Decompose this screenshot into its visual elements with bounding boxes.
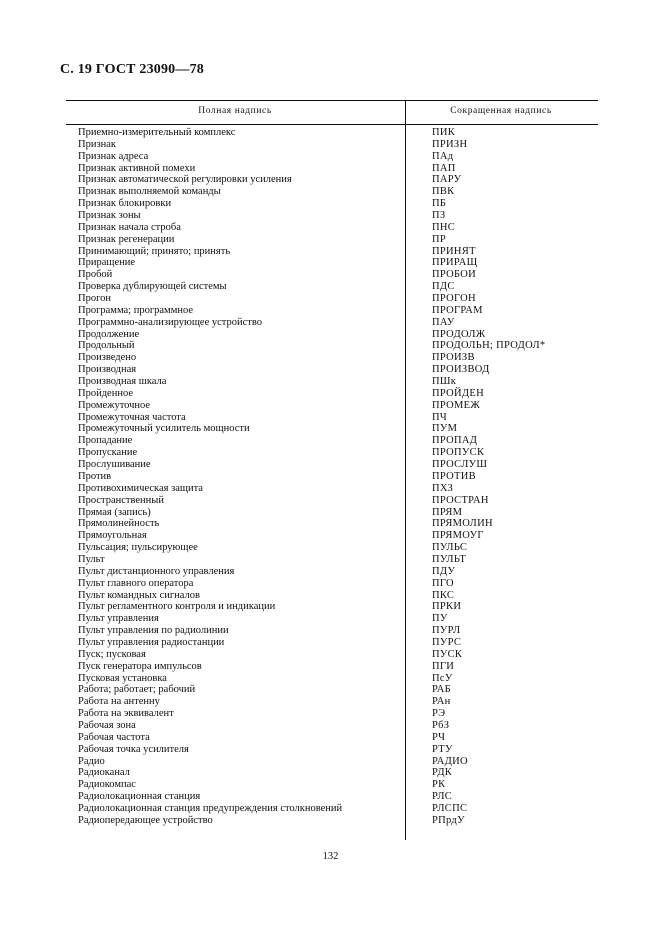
- table-row: [66, 257, 598, 269]
- table-row: [66, 186, 598, 198]
- table-row: [66, 317, 598, 329]
- table-row: [66, 637, 598, 649]
- short-inscription: РАн: [432, 696, 451, 708]
- table-row: [66, 566, 598, 578]
- short-inscription: РЛСПС: [432, 802, 468, 814]
- table-row: [66, 210, 598, 222]
- short-inscription: ПШк: [432, 376, 457, 388]
- full-inscription: Промежуточный усилитель мощности: [78, 423, 250, 435]
- table-row: [66, 364, 598, 376]
- short-inscription: ПРИЗН: [432, 138, 468, 150]
- table-row: [66, 423, 598, 435]
- full-inscription: Пульт управления радиостанции: [78, 636, 225, 648]
- table-row: [66, 613, 598, 625]
- full-inscription: Пульсация; пульсирующее: [78, 542, 198, 554]
- table-row: [66, 163, 598, 175]
- short-inscription: ПИК: [432, 127, 456, 138]
- short-inscription: ПРОГРАМ: [432, 304, 483, 316]
- table-row: [66, 625, 598, 637]
- full-inscription: Радиоканал: [78, 767, 130, 779]
- table-row: [66, 507, 598, 519]
- table-row: [66, 388, 598, 400]
- full-inscription: Прямая (запись): [78, 506, 151, 518]
- table-row: [66, 174, 598, 186]
- short-inscription: ПРОТИВ: [432, 470, 476, 482]
- table-row: [66, 352, 598, 364]
- table-row: [66, 127, 598, 139]
- short-inscription: ПРОИЗВ: [432, 352, 475, 364]
- short-inscription: ПРОБОИ: [432, 269, 477, 281]
- table-row: [66, 198, 598, 210]
- full-inscription: Признак автоматической регулировки усиления: [78, 174, 292, 186]
- full-inscription: Программа; программное: [78, 304, 194, 316]
- table-row: [66, 684, 598, 696]
- short-inscription: ПКС: [432, 589, 455, 601]
- full-inscription: Промежуточное: [78, 399, 151, 411]
- full-inscription: Признак начала строба: [78, 221, 181, 233]
- table-row: [66, 340, 598, 352]
- full-inscription: Радио: [78, 755, 105, 767]
- short-inscription: ПРИРАЩ: [432, 257, 478, 269]
- short-inscription: РТУ: [432, 743, 453, 755]
- full-inscription: Пробой: [78, 269, 113, 281]
- table-row: [66, 601, 598, 613]
- table-row: [66, 151, 598, 163]
- full-inscription: Признак адреса: [78, 150, 149, 162]
- full-inscription: Пульт управления по радиолинии: [78, 625, 229, 637]
- full-inscription: Продольный: [78, 340, 135, 352]
- full-inscription: Пропускание: [78, 447, 138, 459]
- short-inscription: ПВК: [432, 186, 455, 198]
- full-inscription: Пуск генератора импульсов: [78, 660, 202, 672]
- full-inscription: Прогон: [78, 293, 111, 305]
- full-inscription: Пульт командных сигналов: [78, 589, 200, 601]
- table-row: [66, 376, 598, 388]
- page-number: 132: [322, 851, 339, 862]
- short-inscription: ПРКИ: [432, 601, 462, 613]
- short-inscription: ПРИНЯТ: [432, 245, 476, 257]
- full-inscription: Признак выполняемой команды: [78, 186, 221, 198]
- table-row: [66, 779, 598, 791]
- table-row: [66, 590, 598, 602]
- short-inscription: ПРЯМОЛИН: [432, 518, 493, 530]
- full-inscription: Производная: [78, 364, 137, 376]
- table-row: [66, 518, 598, 530]
- short-inscription: РЛС: [432, 791, 453, 803]
- table-header: [66, 100, 598, 125]
- short-inscription: ПАРУ: [432, 174, 462, 186]
- full-inscription: Пройденное: [78, 387, 133, 399]
- table-row: [66, 459, 598, 471]
- short-inscription: ПУРС: [432, 636, 462, 648]
- short-inscription: ПРОГОН: [432, 293, 476, 305]
- short-inscription: ПХЗ: [432, 482, 454, 494]
- short-inscription: ПРОПУСК: [432, 447, 485, 459]
- table-row: [66, 542, 598, 554]
- short-inscription: ПАд: [432, 150, 454, 162]
- table-row: [66, 708, 598, 720]
- short-inscription: РЭ: [432, 708, 446, 720]
- short-inscription: ПРОДОЛЬН; ПРОДОЛ*: [432, 340, 546, 352]
- full-inscription: Пульт регламентного контроля и индикации: [78, 601, 276, 613]
- full-inscription: Работа на антенну: [78, 696, 160, 708]
- short-inscription: ПДС: [432, 281, 455, 293]
- full-inscription: Пусковая установка: [78, 672, 167, 684]
- short-inscription: ПРЯМОУГ: [432, 530, 484, 542]
- short-inscription: ПРОИЗВОД: [432, 364, 490, 376]
- short-inscription: ПУ: [432, 613, 448, 625]
- full-inscription: Рабочая частота: [78, 731, 150, 743]
- full-inscription: Приращение: [78, 257, 136, 269]
- table-row: [66, 412, 598, 424]
- table-row: [66, 234, 598, 246]
- short-inscription: РбЗ: [432, 719, 450, 731]
- short-inscription: ПДУ: [432, 565, 456, 577]
- short-inscription: ПАУ: [432, 316, 455, 328]
- short-inscription: ПБ: [432, 198, 447, 210]
- short-inscription: РДК: [432, 767, 453, 779]
- short-inscription: ПРОМЕЖ: [432, 399, 481, 411]
- short-inscription: ПАП: [432, 162, 456, 174]
- full-inscription: Приемно-измерительный комплекс: [78, 127, 236, 138]
- full-inscription: Пульт управления: [78, 613, 159, 625]
- short-inscription: ПсУ: [432, 672, 453, 684]
- short-inscription: ПРОСЛУШ: [432, 459, 488, 471]
- full-inscription: Радиопередающее устройство: [78, 814, 213, 826]
- short-inscription: ПУЛЬС: [432, 542, 468, 554]
- short-inscription: ПУСК: [432, 648, 463, 660]
- short-inscription: ПРОСТРАН: [432, 494, 489, 506]
- short-inscription: РЧ: [432, 731, 446, 743]
- full-inscription: Пульт: [78, 553, 105, 565]
- column-header-full: Полная надпись: [198, 106, 272, 116]
- full-inscription: Радиолокационная станция предупреждения столкновений: [78, 802, 343, 814]
- table-row: [66, 744, 598, 756]
- full-inscription: Программно-анализирующее устройство: [78, 316, 262, 328]
- full-inscription: Признак блокировки: [78, 198, 172, 210]
- table-row: [66, 791, 598, 803]
- full-inscription: Промежуточная частота: [78, 411, 186, 423]
- short-inscription: ПРОЙДЕН: [432, 387, 484, 399]
- short-inscription: ПРОДОЛЖ: [432, 328, 486, 340]
- full-inscription: Прямоугольная: [78, 530, 147, 542]
- full-inscription: Продолжение: [78, 328, 140, 340]
- short-inscription: ПНС: [432, 221, 456, 233]
- table-row: [66, 281, 598, 293]
- short-inscription: ПРОПАД: [432, 435, 478, 447]
- full-inscription: Против: [78, 470, 112, 482]
- full-inscription: Пространственный: [78, 494, 164, 506]
- full-inscription: Прямолинейность: [78, 518, 160, 530]
- short-inscription: ПРЯМ: [432, 506, 463, 518]
- table-row: [66, 305, 598, 317]
- table-row: [66, 815, 598, 827]
- short-inscription: РАБ: [432, 684, 452, 696]
- column-header-short: Сокращенная надпись: [450, 106, 552, 116]
- table-row: [66, 483, 598, 495]
- full-inscription: Принимающий; принято; принять: [78, 245, 231, 257]
- full-inscription: Проверка дублирующей системы: [78, 281, 227, 293]
- full-inscription: Пуск; пусковая: [78, 648, 146, 660]
- table-row: [66, 673, 598, 685]
- table-row: [66, 447, 598, 459]
- full-inscription: Пульт дистанционного управления: [78, 565, 235, 577]
- full-inscription: Прослушивание: [78, 459, 151, 471]
- table-row: [66, 661, 598, 673]
- full-inscription: Радиокомпас: [78, 779, 136, 791]
- short-inscription: ПУМ: [432, 423, 458, 435]
- table-row: [66, 767, 598, 779]
- table-row: [66, 756, 598, 768]
- abbreviations-table: [66, 100, 598, 826]
- full-inscription: Признак активной помехи: [78, 162, 196, 174]
- full-inscription: Произведено: [78, 352, 137, 364]
- short-inscription: РК: [432, 779, 446, 791]
- table-row: [66, 435, 598, 447]
- short-inscription: РАДИО: [432, 755, 468, 767]
- full-inscription: Признак: [78, 138, 116, 150]
- table-row: [66, 530, 598, 542]
- short-inscription: РПрдУ: [432, 814, 465, 826]
- table-row: [66, 578, 598, 590]
- table-row: [66, 293, 598, 305]
- table-row: [66, 696, 598, 708]
- table-row: [66, 329, 598, 341]
- table-row: [66, 246, 598, 258]
- short-inscription: ПР: [432, 233, 447, 245]
- full-inscription: Радиолокационная станция: [78, 791, 201, 803]
- full-inscription: Признак регенерации: [78, 233, 175, 245]
- full-inscription: Рабочая зона: [78, 719, 136, 731]
- full-inscription: Пропадание: [78, 435, 133, 447]
- full-inscription: Противохимическая защита: [78, 482, 203, 494]
- table-row: [66, 803, 598, 815]
- table-row: [66, 649, 598, 661]
- table-row: [66, 139, 598, 151]
- short-inscription: ПУЛЬТ: [432, 553, 467, 565]
- short-inscription: ПГО: [432, 577, 454, 589]
- short-inscription: ПЧ: [432, 411, 448, 423]
- table-row: [66, 269, 598, 281]
- table-row: [66, 732, 598, 744]
- page-header-title: С. 19 ГОСТ 23090—78: [60, 62, 204, 77]
- table-row: [66, 471, 598, 483]
- table-row: [66, 400, 598, 412]
- table-body: [66, 127, 598, 827]
- full-inscription: Пульт главного оператора: [78, 577, 194, 589]
- table-row: [66, 222, 598, 234]
- full-inscription: Признак зоны: [78, 210, 141, 222]
- short-inscription: ПГИ: [432, 660, 455, 672]
- full-inscription: Производная шкала: [78, 376, 167, 388]
- full-inscription: Работа на эквивалент: [78, 708, 174, 720]
- table-row: [66, 495, 598, 507]
- short-inscription: ПУРЛ: [432, 625, 461, 637]
- table-row: [66, 720, 598, 732]
- table-row: [66, 554, 598, 566]
- short-inscription: ПЗ: [432, 210, 446, 222]
- full-inscription: Работа; работает; рабочий: [78, 684, 196, 696]
- full-inscription: Рабочая точка усилителя: [78, 743, 189, 755]
